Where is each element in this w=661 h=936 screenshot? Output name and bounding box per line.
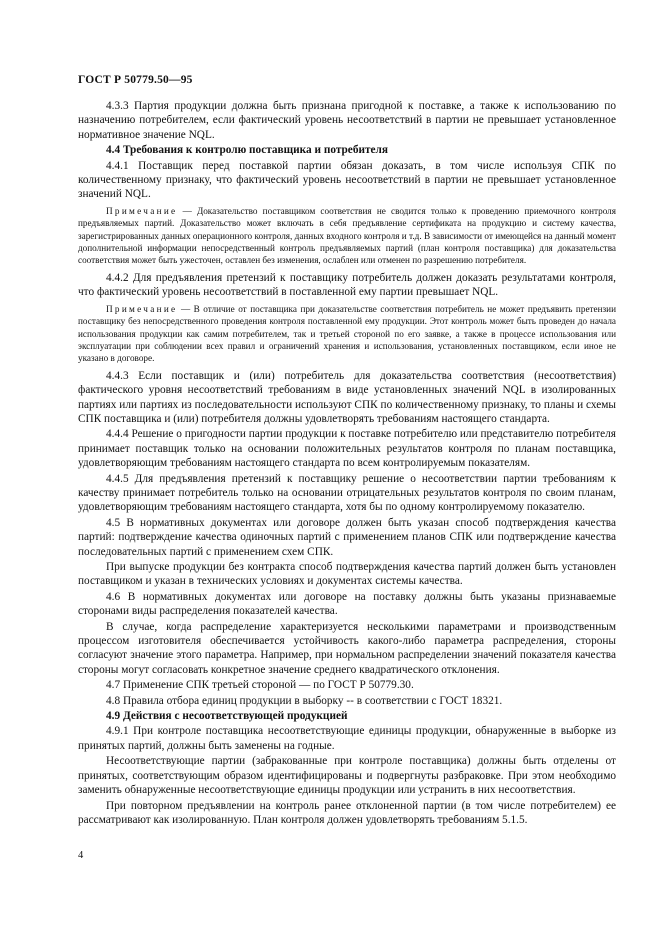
note-label: Примечание	[106, 303, 178, 314]
section-heading-4-9: 4.9 Действия с несоответствующей продукцией	[106, 710, 348, 723]
paragraph-4-6: 4.6 В нормативных документах или договоре на поставку должны быть указаны признаваемые сторонами виды распределения показателей качества.	[78, 590, 616, 618]
paragraph-4-5: 4.5 В нормативных документах или договоре должен быть указан способ подтверждения качества партий: подтверждение качества одиночных партий с применением планов СПК или подтверждение качества последовательных партий с применением схем СПК.	[78, 516, 616, 558]
note-label: Примечание	[106, 205, 178, 216]
page-header: ГОСТ Р 50779.50—95	[78, 74, 193, 86]
paragraph-4-3-3: 4.3.3 Партия продукции должна быть признана пригодной к поставке, а также к использованию по назначению потребителем, если фактический уровень несоответствий в партии не превышает установленное нормативное значение NQL.	[78, 100, 616, 141]
page-body	[78, 99, 616, 828]
paragraph-4-9-1-separate: Несоответствующие партии (забракованные при контроле поставщика) должны быть отделены от принятых, соответствующим образом идентифицированы и подвергнуты разбраковке. При этом необходимо заменить обнаруженные несоответствующие единицы продукции или устранить в них несоответствия.	[78, 755, 616, 797]
paragraph-4-9-1: 4.9.1 При контроле поставщика несоответствующие единицы продукции, обнаруженные в выборке из принятых партий, должны быть заменены на годные.	[78, 725, 616, 752]
paragraph-4-8: 4.8 Правила отбора единиц продукции в выборку -- в соответствии с ГОСТ 18321.	[106, 694, 503, 707]
paragraph-4-4-2: 4.4.2 Для предъявления претензий к поставщику потребитель должен доказать результатами контроля, что фактический уровень несоответствий в поставленной ему партии превышает NQL.	[78, 271, 616, 299]
note-4-4-1	[78, 205, 616, 267]
paragraph-4-4-4: 4.4.4 Решение о пригодности партии продукции к поставке потребителю или представителю потребителя принимает поставщик только на основании положительных результатов контроля по планам поставщика, удовлетворяющим требованиям настоящего стандарта по всем контролируемым показателям.	[78, 428, 616, 470]
paragraph-4-4-1: 4.4.1 Поставщик перед поставкой партии обязан доказать, в том числе используя СПК по количественному признаку, что фактический уровень несоответствий в партии не превышает установленное значений NQL.	[78, 159, 616, 201]
note-text: — В отличие от поставщика при доказательстве соответствия потребитель не может предъявить претензии поставщику без непосредственного проведения контроля поставленной ему продукции. Этот контроль может быть проведен до начала использования продукции как самим потребителем, так и третьей стороной по его заявке, а также в процессе использования или эксплуатации при соблюдении всех правил и ограничений хранения и использования, установленных поставщиком, если иное не указано в договоре.	[78, 303, 616, 364]
note-4-4-2	[78, 303, 616, 365]
page-number: 4	[78, 850, 84, 861]
paragraph-4-6-distribution: В случае, когда распределение характеризуется несколькими параметрами и производственным процессом изготовителя обеспечивается устойчивость какого-либо параметра распределения, стороны согласуют значение этого параметра. Например, при нормальном распределении значений показателя качества стороны могут согласовать конкретное значение среднего квадратического отклонения.	[78, 620, 616, 676]
paragraph-4-9-1-repeat: При повторном предъявлении на контроль ранее отклоненной партии (в том числе потребителем) ее рассматривают как изолированную. План контроля должен удовлетворять требованиям 5.1.5.	[78, 799, 616, 826]
section-heading-4-4: 4.4 Требования к контролю поставщика и потребителя	[106, 144, 388, 157]
paragraph-4-5-release: При выпуске продукции без контракта способ подтверждения качества партий должен быть установлен поставщиком и указан в технических условиях и документах системы качества.	[78, 561, 616, 588]
note-text: — Доказательство поставщиком соответствия не сводится только к проведению приемочного контроля предъявляемых партий. Доказательство может включать в себя предъявление сертификата на продукцию и систему качества, зарегистрированных данных операционного контроля, данных входного контроля и т.д. В зависимости от имеющейся на данный момент дополнительной информации непосредственный контроль предъявляемых партий (план контроля поставщика) для доказательства соответствия может быть ужесточен, оставлен без изменения, ослаблен или отменен по разрешению потребителя.	[78, 205, 616, 266]
paragraph-4-4-3: 4.4.3 Если поставщик и (или) потребитель для доказательства соответствия (несоответствия) фактического уровня несоответствий требованиям в виде установленных значений NQL в изолированных партиях или партиях из последовательности используют СПК по количественному признаку, то планы и схемы СПК поставщика и (или) потребителя должны удовлетворять требованиям настоящего стандарта.	[78, 369, 616, 425]
paragraph-4-7: 4.7 Применение СПК третьей стороной — по ГОСТ Р 50779.30.	[106, 679, 414, 692]
paragraph-4-4-5: 4.4.5 Для предъявления претензий к поставщику решение о несоответствии партии требованиям к качеству принимает потребитель только на основании отрицательных результатов контроля по своим планам, удовлетворяющим требованиям настоящего стандарта, хотя бы по одному контролируемому показателю.	[78, 472, 616, 514]
